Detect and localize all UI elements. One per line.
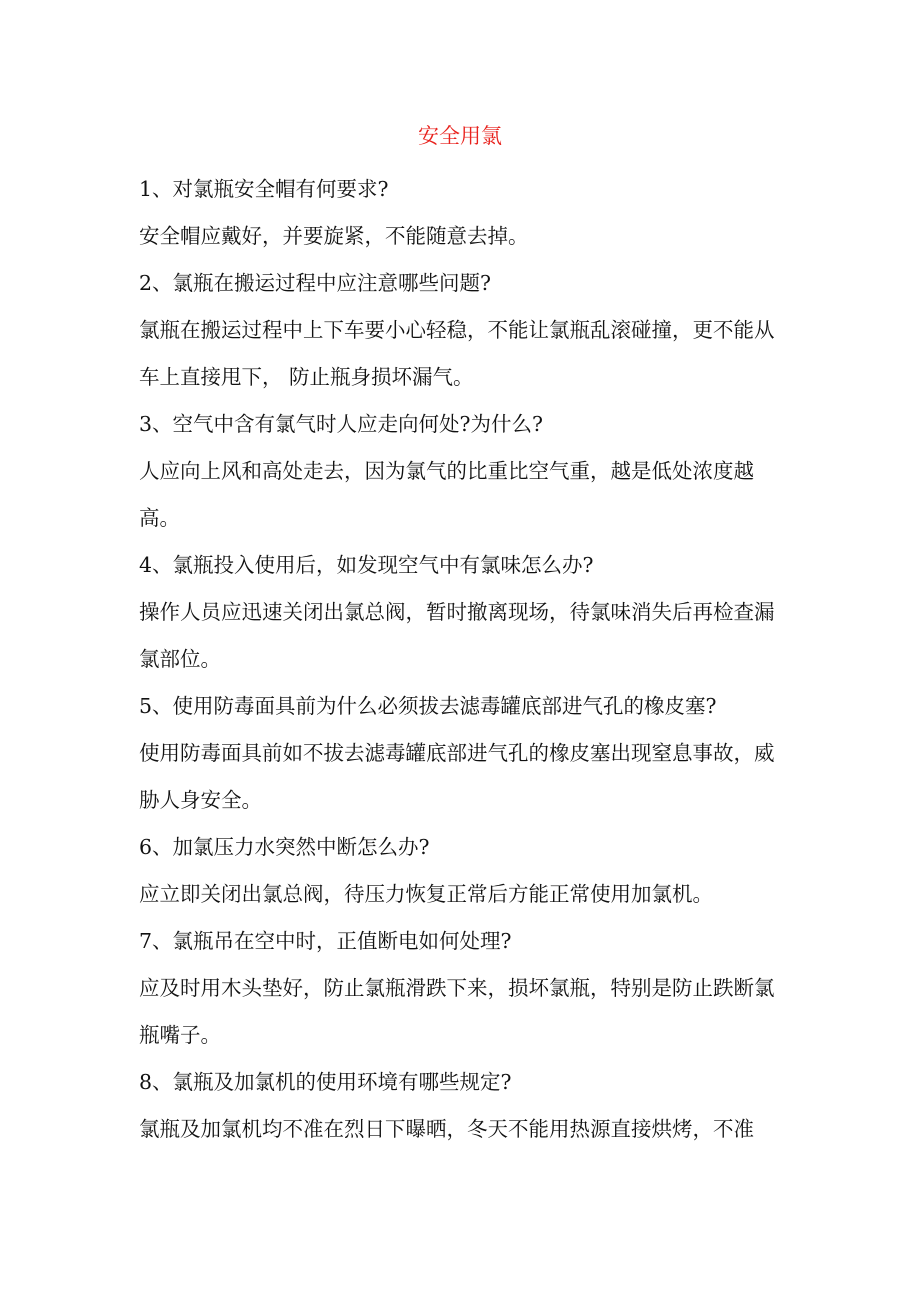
answer-8: 氯瓶及加氯机均不准在烈日下曝晒，冬天不能用热源直接烘烤，不准: [139, 1117, 754, 1141]
document-body: [139, 166, 785, 1153]
question-5: 5、使用防毒面具前为什么必须拔去滤毒罐底部进气孔的橡皮塞?: [139, 694, 717, 718]
question-3: 3、空气中含有氯气时人应走向何处?为什么?: [139, 412, 544, 436]
answer-7: 应及时用木头垫好，防止氯瓶滑跌下来，损坏氯瓶，特别是防止跌断氯瓶嘴子。: [139, 976, 775, 1047]
answer-2: 氯瓶在搬运过程中上下车要小心轻稳，不能让氯瓶乱滚碰撞，更不能从车上直接甩下， 防止瓶身损坏漏气。: [139, 318, 775, 389]
answer-6: 应立即关闭出氯总阀，待压力恢复正常后方能正常使用加氯机。: [139, 882, 713, 906]
document-title: 安全用氯: [418, 124, 502, 148]
question-8: 8、氯瓶及加氯机的使用环境有哪些规定?: [139, 1070, 512, 1094]
answer-4: 操作人员应迅速关闭出氯总阀，暂时撤离现场，待氯味消失后再检查漏氯部位。: [139, 600, 775, 671]
answer-3: 人应向上风和高处走去，因为氯气的比重比空气重，越是低处浓度越高。: [139, 459, 754, 530]
question-4: 4、氯瓶投入使用后，如发现空气中有氯味怎么办?: [139, 553, 594, 577]
answer-1: 安全帽应戴好，并要旋紧，不能随意去掉。: [139, 224, 529, 248]
question-1: 1、对氯瓶安全帽有何要求?: [139, 177, 389, 201]
question-7: 7、氯瓶吊在空中时，正值断电如何处理?: [139, 929, 512, 953]
answer-5: 使用防毒面具前如不拔去滤毒罐底部进气孔的橡皮塞出现窒息事故，威胁人身安全。: [139, 741, 775, 812]
question-6: 6、加氯压力水突然中断怎么办?: [139, 835, 430, 859]
question-2: 2、氯瓶在搬运过程中应注意哪些问题?: [139, 271, 492, 295]
